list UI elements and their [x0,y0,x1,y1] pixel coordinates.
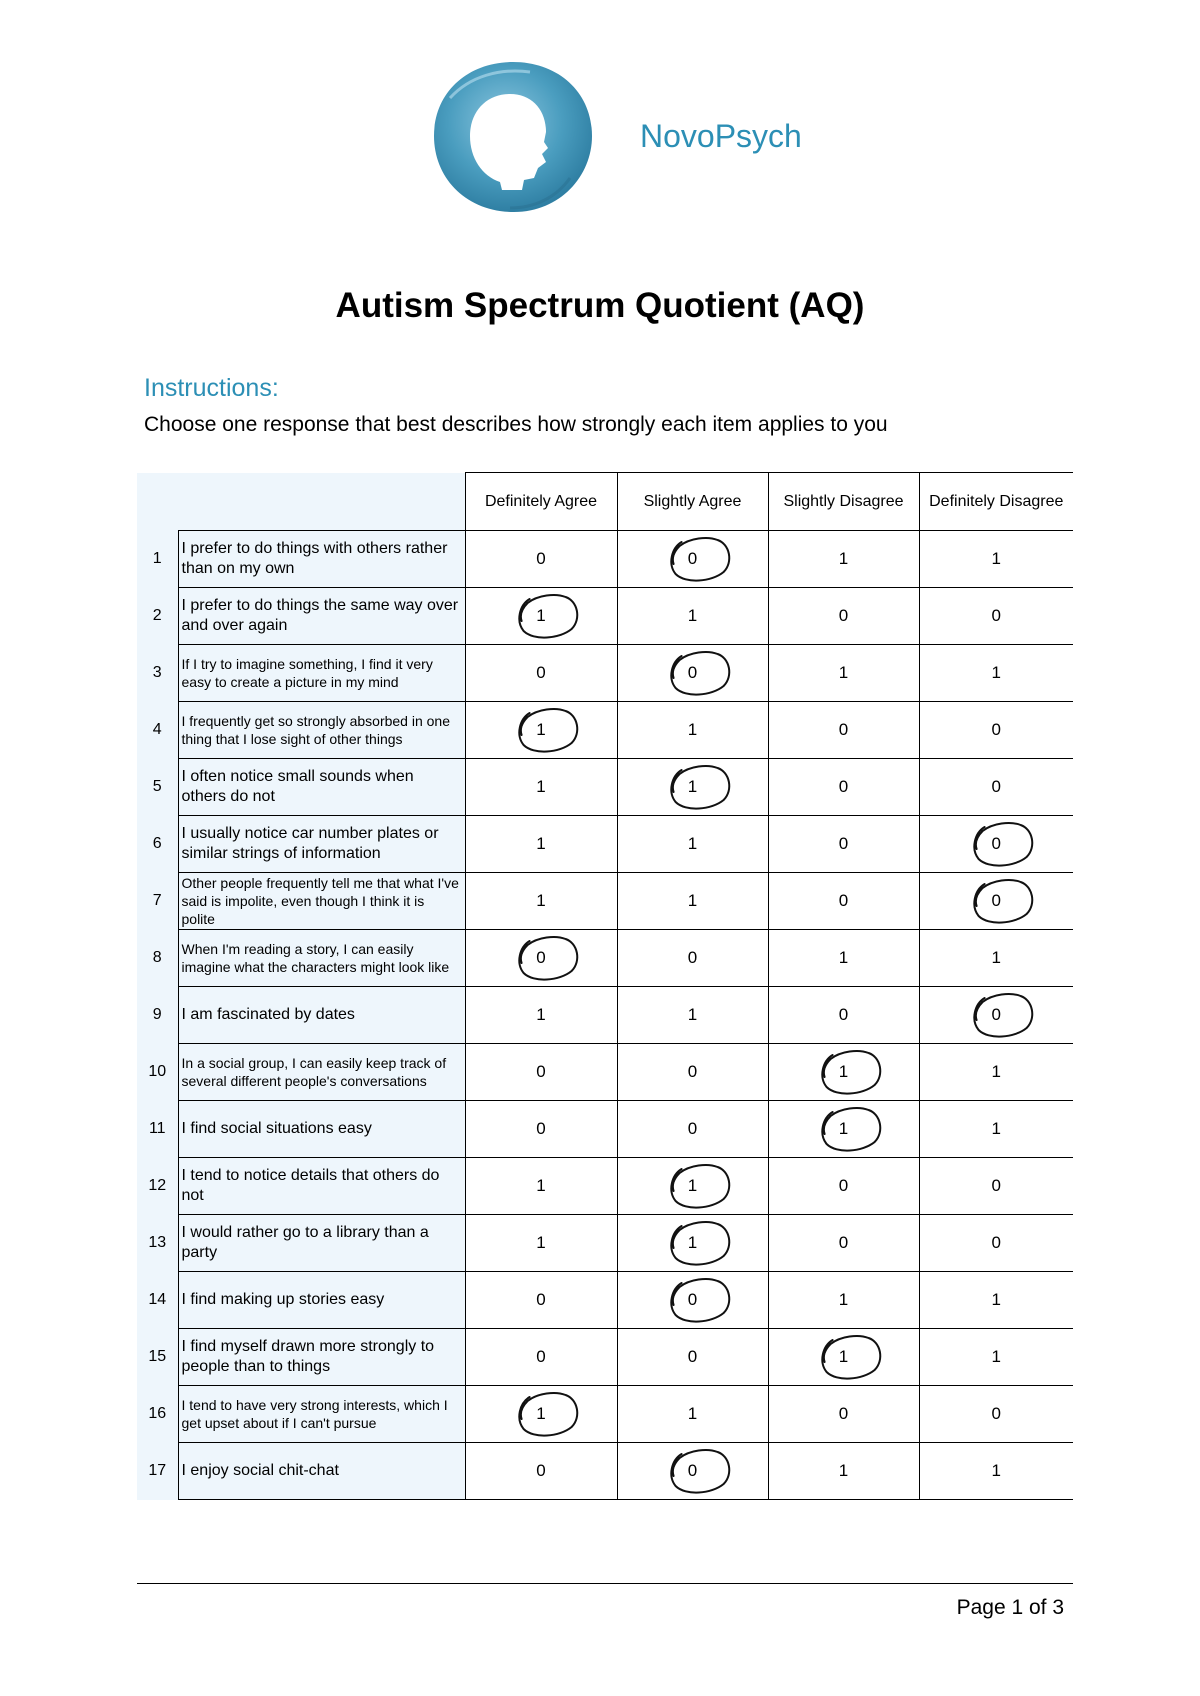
table-row [137,1386,1073,1443]
score-value: 0 [838,1233,849,1252]
response-option[interactable] [465,1044,617,1101]
table-row [137,1101,1073,1158]
footer-divider [137,1583,1073,1584]
response-option[interactable] [768,1386,919,1443]
handwritten-circle-mark [967,819,1037,869]
score-value: 1 [536,834,546,853]
score-value: 1 [687,606,698,625]
item-text: When I'm reading a story, I can easily imagine what the characters might look like [178,930,465,987]
table-row [137,645,1073,702]
response-option[interactable] [768,1044,919,1101]
response-option[interactable] [768,1272,919,1329]
score-value: 0 [536,1119,546,1138]
response-option[interactable] [617,873,768,930]
item-number: 16 [137,1386,178,1443]
response-option[interactable] [919,1044,1073,1101]
table-row [137,816,1073,873]
score-value: 0 [687,948,698,967]
response-option[interactable] [919,930,1073,987]
score-value: 1 [687,1233,698,1252]
handwritten-circle-mark [814,1332,884,1382]
score-value: 0 [687,1347,698,1366]
response-option[interactable] [465,1101,617,1158]
score-value: 1 [536,720,546,739]
score-value: 0 [687,1119,698,1138]
response-option[interactable] [465,702,617,759]
response-option[interactable] [617,1158,768,1215]
response-option[interactable] [465,987,617,1044]
response-option[interactable] [617,759,768,816]
response-option[interactable] [768,645,919,702]
response-option[interactable] [768,531,919,588]
score-value: 1 [991,1119,1001,1138]
response-option[interactable] [768,588,919,645]
item-text: I find making up stories easy [178,1272,465,1329]
score-value: 0 [687,1290,698,1309]
response-option[interactable] [465,930,617,987]
score-value: 1 [687,777,698,796]
response-option[interactable] [919,588,1073,645]
table-row [137,1044,1073,1101]
item-number: 2 [137,588,178,645]
item-text: I usually notice car number plates or similar strings of information [178,816,465,873]
response-option[interactable] [768,987,919,1044]
response-option[interactable] [768,1443,919,1500]
score-value: 1 [687,891,698,910]
table-row [137,759,1073,816]
item-number: 15 [137,1329,178,1386]
item-text: I am fascinated by dates [178,987,465,1044]
item-number: 6 [137,816,178,873]
item-text: I prefer to do things with others rather than on my own [178,531,465,588]
response-option[interactable] [919,1158,1073,1215]
handwritten-circle-mark [663,1161,733,1211]
score-value: 0 [991,1233,1001,1252]
response-option[interactable] [919,702,1073,759]
response-option[interactable] [617,645,768,702]
response-option[interactable] [919,816,1073,873]
response-option[interactable] [919,531,1073,588]
score-value: 0 [838,1176,849,1195]
handwritten-circle-mark [663,648,733,698]
score-value: 1 [991,549,1001,568]
table-header-row [137,473,1073,531]
brand-name: NovoPsych [640,118,802,154]
item-text: I tend to notice details that others do not [178,1158,465,1215]
item-number: 14 [137,1272,178,1329]
response-option[interactable] [617,930,768,987]
handwritten-circle-mark [814,1104,884,1154]
score-value: 0 [536,1347,546,1366]
response-option[interactable] [617,588,768,645]
response-option[interactable] [768,816,919,873]
item-number: 8 [137,930,178,987]
score-value: 1 [536,891,546,910]
table-row [137,930,1073,987]
score-value: 1 [536,1233,546,1252]
response-option[interactable] [465,759,617,816]
score-value: 0 [536,948,546,967]
score-value: 0 [838,891,849,910]
response-option[interactable] [919,1272,1073,1329]
score-value: 1 [991,1461,1001,1480]
score-value: 1 [991,1062,1001,1081]
table-row [137,1272,1073,1329]
score-value: 1 [536,1176,546,1195]
response-option[interactable] [768,1329,919,1386]
item-number: 9 [137,987,178,1044]
handwritten-circle-mark [967,876,1037,926]
score-value: 0 [687,1461,698,1480]
item-text: I tend to have very strong interests, which I get upset about if I can't pursue [178,1386,465,1443]
handwritten-circle-mark [512,591,582,641]
table-row [137,1329,1073,1386]
score-value: 1 [991,663,1001,682]
response-option[interactable] [617,1215,768,1272]
score-value: 0 [838,834,849,853]
score-value: 0 [991,1176,1001,1195]
score-value: 1 [838,1119,849,1138]
score-value: 1 [991,948,1001,967]
score-value: 1 [838,1461,849,1480]
instructions-heading: Instructions: [144,374,279,402]
score-value: 0 [536,663,546,682]
column-header: Slightly Agree [617,473,768,531]
response-option[interactable] [768,1101,919,1158]
score-value: 1 [838,1347,849,1366]
response-option[interactable] [919,1443,1073,1500]
response-option[interactable] [768,930,919,987]
score-value: 0 [991,606,1001,625]
response-option[interactable] [465,1386,617,1443]
item-number: 11 [137,1101,178,1158]
response-option[interactable] [465,873,617,930]
response-option[interactable] [919,1215,1073,1272]
item-number: 3 [137,645,178,702]
item-text: I prefer to do things the same way over and over again [178,588,465,645]
score-value: 0 [991,777,1001,796]
item-number: 7 [137,873,178,930]
score-value: 1 [687,1176,698,1195]
score-value: 1 [838,948,849,967]
score-value: 0 [991,720,1001,739]
score-value: 0 [687,1062,698,1081]
response-option[interactable] [768,1215,919,1272]
response-option[interactable] [465,1272,617,1329]
response-option[interactable] [617,702,768,759]
response-option[interactable] [617,816,768,873]
response-option[interactable] [768,1158,919,1215]
response-option[interactable] [919,987,1073,1044]
response-option[interactable] [465,816,617,873]
item-text: I frequently get so strongly absorbed in one thing that I lose sight of other things [178,702,465,759]
response-option[interactable] [617,1443,768,1500]
handwritten-circle-mark [663,1275,733,1325]
score-value: 1 [687,720,698,739]
response-option[interactable] [617,1044,768,1101]
column-header: Slightly Disagree [768,473,919,531]
score-value: 0 [687,663,698,682]
item-text: I often notice small sounds when others do not [178,759,465,816]
item-number: 10 [137,1044,178,1101]
questionnaire-table [137,472,1073,1500]
table-row [137,1215,1073,1272]
score-value: 0 [991,1404,1001,1423]
handwritten-circle-mark [512,1389,582,1439]
item-text: I find myself drawn more strongly to people than to things [178,1329,465,1386]
header-blank [137,473,465,531]
score-value: 0 [991,834,1001,853]
score-value: 0 [536,1461,546,1480]
score-value: 0 [536,549,546,568]
response-option[interactable] [465,1158,617,1215]
response-option[interactable] [465,531,617,588]
table-row [137,873,1073,930]
item-text: I find social situations easy [178,1101,465,1158]
item-number: 13 [137,1215,178,1272]
table-row [137,1443,1073,1500]
score-value: 0 [838,1005,849,1024]
score-value: 1 [536,1005,546,1024]
handwritten-circle-mark [814,1047,884,1097]
score-value: 0 [838,777,849,796]
score-value: 1 [838,1290,849,1309]
response-option[interactable] [919,759,1073,816]
item-text: I enjoy social chit-chat [178,1443,465,1500]
response-option[interactable] [768,759,919,816]
response-option[interactable] [919,1329,1073,1386]
handwritten-circle-mark [512,705,582,755]
response-option[interactable] [465,1215,617,1272]
item-text: In a social group, I can easily keep track of several different people's conversations [178,1044,465,1101]
score-value: 1 [536,777,546,796]
response-option[interactable] [617,531,768,588]
head-profile-ring-icon [430,58,596,216]
score-value: 0 [536,1290,546,1309]
response-option[interactable] [919,1386,1073,1443]
response-option[interactable] [465,1329,617,1386]
score-value: 0 [991,1005,1001,1024]
response-option[interactable] [617,1101,768,1158]
score-value: 0 [838,1404,849,1423]
score-value: 0 [991,891,1001,910]
item-text: I would rather go to a library than a party [178,1215,465,1272]
response-option[interactable] [617,987,768,1044]
response-option[interactable] [465,645,617,702]
score-value: 0 [838,720,849,739]
score-value: 1 [536,606,546,625]
column-header: Definitely Disagree [919,473,1073,531]
score-value: 1 [838,1062,849,1081]
score-value: 1 [687,834,698,853]
novopsych-logo [430,58,596,216]
response-option[interactable] [768,873,919,930]
table-row [137,987,1073,1044]
instructions-text: Choose one response that best describes how strongly each item applies to you [144,413,888,436]
response-option[interactable] [919,1101,1073,1158]
score-value: 1 [991,1290,1001,1309]
handwritten-circle-mark [663,534,733,584]
item-number: 5 [137,759,178,816]
score-value: 1 [838,663,849,682]
column-header: Definitely Agree [465,473,617,531]
score-value: 0 [687,549,698,568]
item-text: If I try to imagine something, I find it very easy to create a picture in my mind [178,645,465,702]
handwritten-circle-mark [512,933,582,983]
item-number: 12 [137,1158,178,1215]
table-row [137,1158,1073,1215]
item-number: 17 [137,1443,178,1500]
handwritten-circle-mark [663,1446,733,1496]
score-value: 0 [838,606,849,625]
score-value: 1 [991,1347,1001,1366]
table-row [137,531,1073,588]
response-option[interactable] [768,702,919,759]
handwritten-circle-mark [663,762,733,812]
score-value: 1 [838,549,849,568]
table-row [137,588,1073,645]
page-number: Page 1 of 3 [956,1596,1064,1619]
response-option[interactable] [465,1443,617,1500]
score-value: 1 [687,1404,698,1423]
handwritten-circle-mark [967,990,1037,1040]
response-option[interactable] [465,588,617,645]
response-option[interactable] [919,645,1073,702]
score-value: 1 [536,1404,546,1423]
page-title: Autism Spectrum Quotient (AQ) [335,286,865,325]
table-row [137,702,1073,759]
item-number: 1 [137,531,178,588]
score-value: 0 [536,1062,546,1081]
response-option[interactable] [617,1272,768,1329]
score-value: 1 [687,1005,698,1024]
item-text: Other people frequently tell me that what I've said is impolite, even though I think it is polite [178,873,465,930]
handwritten-circle-mark [663,1218,733,1268]
item-number: 4 [137,702,178,759]
response-option[interactable] [617,1386,768,1443]
response-option[interactable] [919,873,1073,930]
response-option[interactable] [617,1329,768,1386]
